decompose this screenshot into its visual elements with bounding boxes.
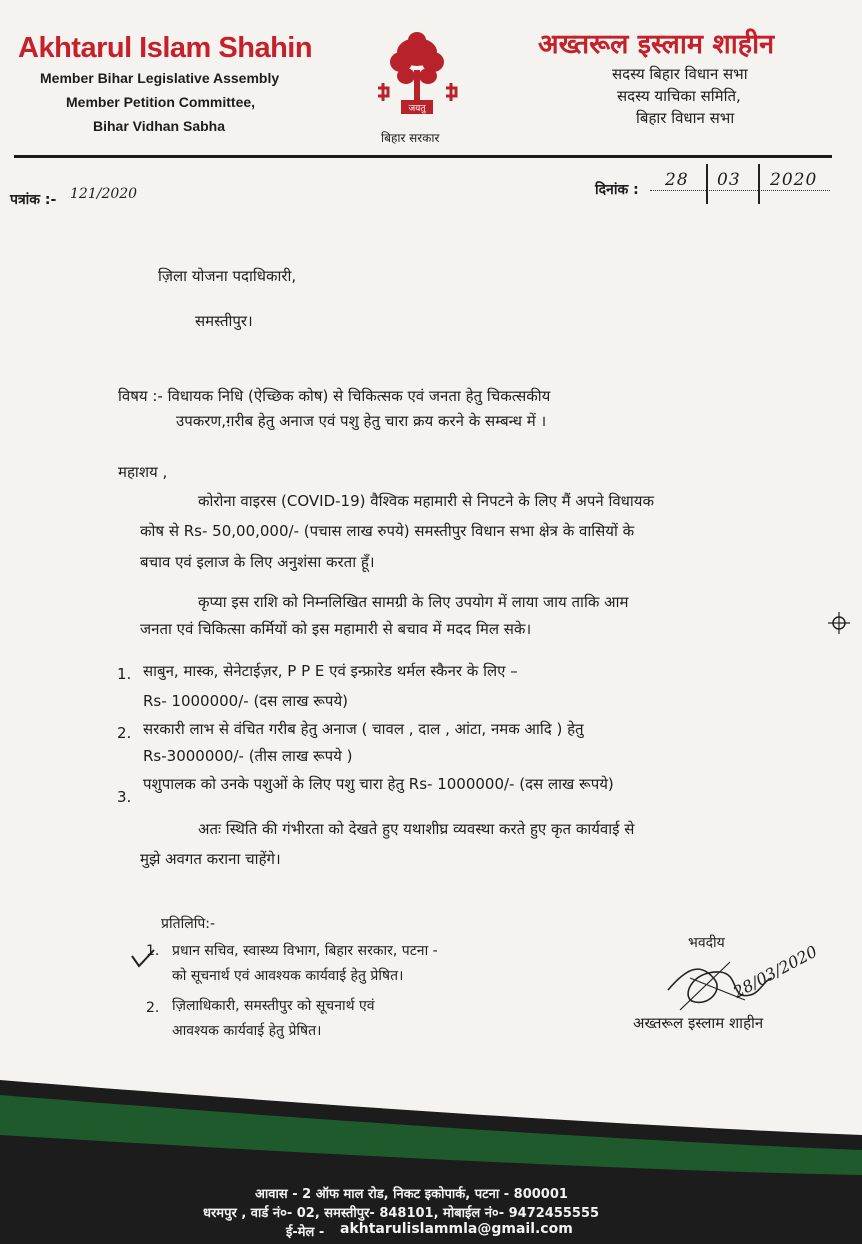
paragraph-2-line-2: जनता एवं चिकित्सा कर्मियों को इस महामारी से बचाव में मदद मिल सके। [140, 620, 532, 638]
letterhead-designation-hi-2: सदस्य याचिका समिति, [617, 87, 741, 105]
date-separator [758, 164, 760, 204]
letterhead-designation-en-2: Member Petition Committee, [66, 94, 256, 110]
reference-label: पत्रांक :- [10, 192, 57, 208]
bihar-government-emblem [370, 30, 464, 126]
item-1-line-2: Rs- 1000000/- (दस लाख रूपये) [143, 692, 349, 710]
copy-1-number: 1. [146, 943, 160, 959]
date-month: 03 [717, 170, 741, 190]
header-divider [14, 155, 832, 158]
punch-mark-icon [828, 612, 850, 634]
paragraph-2-line-1: कृप्या इस राशि को निम्नलिखित सामग्री के लिए उपयोग में लाया जाय ताकि आम [198, 593, 629, 611]
addressee-line-1: ज़िला योजना पदाधिकारी, [158, 267, 297, 285]
footer-address-line-2: धरमपुर , वार्ड नं०- 02, समस्तीपुर- 848101, मोबाईल नं०- 9472455555 [203, 1206, 600, 1221]
letterhead-designation-hi-1: सदस्य बिहार विधान सभा [612, 65, 748, 83]
letterhead-designation-en-1: Member Bihar Legislative Assembly [40, 70, 280, 86]
copy-2-line-2: आवश्यक कार्यवाई हेतु प्रेषित। [172, 1023, 322, 1039]
item-3-number: 3. [117, 788, 132, 806]
copy-2-line-1: ज़िलाधिकारी, समस्तीपुर को सूचनार्थ एवं [172, 998, 375, 1014]
addressee-line-2: समस्तीपुर। [195, 312, 253, 330]
copy-to-label: प्रतिलिपि:- [161, 916, 216, 932]
reference-number: 121/2020 [70, 186, 138, 202]
emblem-caption: बिहार सरकार [381, 131, 440, 145]
item-2-line-2: Rs-3000000/- (तीस लाख रूपये ) [143, 747, 353, 765]
paragraph-3-line-1: अतः स्थिति की गंभीरता को देखते हुए यथाशीघ्र व्यवस्था करते हुए कृत कार्यवाई से [198, 820, 635, 838]
footer-address-line-1: आवास - 2 ऑफ माल रोड, निकट इकोपार्क, पटना - 800001 [255, 1187, 568, 1202]
subject-line-1: विषय :- विधायक निधि (ऐच्छिक कोष) से चिकित्सक एवं जनता हेतु चिकत्सकीय [118, 387, 551, 405]
date-year: 2020 [770, 170, 818, 190]
signatory-name: अख्तरूल इस्लाम शाहीन [633, 1014, 764, 1032]
paragraph-1-line-3: बचाव एवं इलाज के लिए अनुशंसा करता हूँ। [140, 553, 375, 571]
copy-1-line-1: प्रधान सचिव, स्वास्थ्य विभाग, बिहार सरकार, पटना - [172, 943, 438, 959]
item-2-number: 2. [117, 724, 132, 742]
closing-yours-faithfully: भवदीय [688, 935, 725, 951]
signature-date: 28/03/2020 [730, 941, 821, 1002]
date-separator [706, 164, 708, 204]
footer-email[interactable]: akhtarulislammla@gmail.com [340, 1221, 573, 1237]
copy-2-number: 2. [146, 1000, 160, 1016]
date-label: दिनांक : [595, 182, 639, 198]
paragraph-1-line-1: कोरोना वाइरस (COVID-19) वैश्विक महामारी से निपटने के लिए मैं अपने विधायक [198, 492, 655, 510]
date-day: 28 [665, 170, 689, 190]
item-2-line-1: सरकारी लाभ से वंचित गरीब हेतु अनाज ( चावल , दाल , आंटा, नमक आदि ) हेतु [143, 720, 584, 738]
item-1-number: 1. [117, 665, 132, 683]
footer-email-label: ई-मेल - [286, 1225, 325, 1240]
letterhead-designation-en-3: Bihar Vidhan Sabha [93, 118, 225, 134]
emblem-text: जयतु [408, 104, 426, 114]
salutation: महाशय , [118, 463, 168, 481]
subject-line-2: उपकरण,ग़रीब हेतु अनाज एवं पशु हेतु चारा क्रय करने के सम्बन्ध में । [176, 412, 547, 430]
copy-1-line-2: को सूचनार्थ एवं आवश्यक कार्यवाई हेतु प्रेषित। [172, 968, 404, 984]
item-3-line-1: पशुपालक को उनके पशुओं के लिए पशु चारा हेतु Rs- 1000000/- (दस लाख रूपये) [143, 775, 614, 793]
paragraph-1-line-2: कोष से Rs- 50,00,000/- (पचास लाख रुपये) समस्तीपुर विधान सभा क्षेत्र के वासियों के [140, 522, 635, 540]
item-1-line-1: साबुन, मास्क, सेनेटाईज़र, P P E एवं इन्फ्रारेड थर्मल स्कैनर के लिए – [143, 662, 518, 680]
letterhead-designation-hi-3: बिहार विधान सभा [636, 109, 735, 127]
letterhead-name-hindi: अख्तरूल इस्लाम शाहीन [538, 29, 775, 60]
paragraph-3-line-2: मुझे अवगत कराना चाहेंगे। [140, 850, 281, 868]
letterhead-name-english: Akhtarul Islam Shahin [18, 32, 313, 64]
date-underline [650, 190, 830, 191]
